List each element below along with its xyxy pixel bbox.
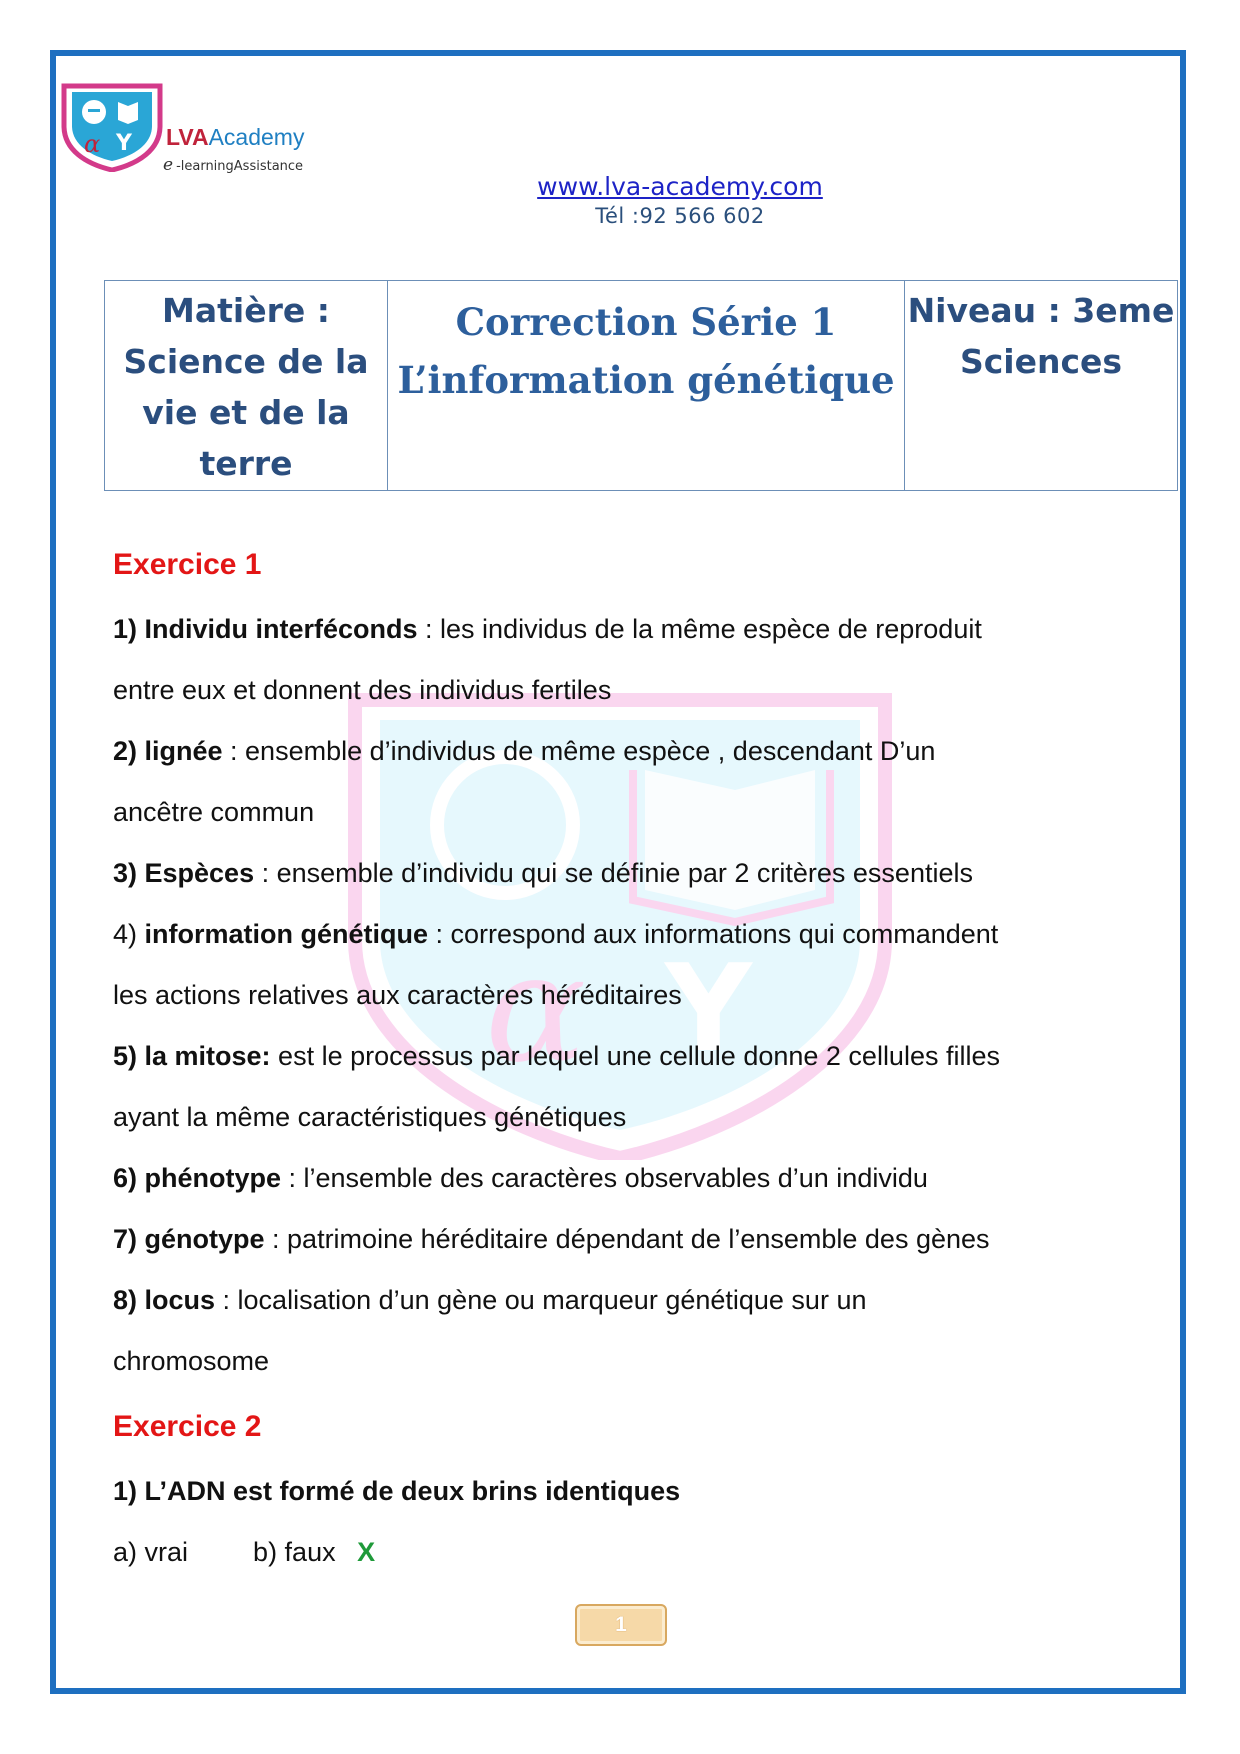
page-number-badge: 1 <box>575 1604 667 1646</box>
definition-line: 4) information génétique : correspond aux informations qui commandent <box>113 919 999 949</box>
subject-cell: Matière : Science de la vie et de la terre <box>105 281 388 491</box>
definition-line: 3) Espèces : ensemble d’individu qui se définie par 2 critères essentiels <box>113 858 973 888</box>
lva-academy-logo <box>58 80 166 172</box>
exercise-1-title: Exercice 1 <box>113 548 262 581</box>
answer-mark: X <box>357 1537 376 1567</box>
definition-line: 7) génotype : patrimoine héréditaire dépendant de l’ensemble des gènes <box>113 1224 990 1254</box>
definition-line: ancêtre commun <box>113 797 315 827</box>
brand-name: LVAAcademy <box>166 124 305 150</box>
definition-line: entre eux et donnent des individus fertiles <box>113 675 612 705</box>
definition-line: 6) phénotype : l’ensemble des caractères observables d’un individu <box>113 1163 928 1193</box>
definition-line: 8) locus : localisation d’un gène ou marqueur génétique sur un <box>113 1285 867 1315</box>
brand-tagline: e -learningAssistance <box>163 155 304 175</box>
phone-number: Tél :92 566 602 <box>595 204 765 228</box>
option-b: b) faux <box>253 1537 336 1567</box>
definition-line: 1) Individu interféconds : les individus de la même espèce de reproduit <box>113 614 982 644</box>
exercise-2-title: Exercice 2 <box>113 1410 262 1443</box>
definition-line: ayant la même caractéristiques génétiques <box>113 1102 627 1132</box>
svg-text:α: α <box>84 130 101 158</box>
answer-options <box>113 1537 375 1568</box>
definition-line: 2) lignée : ensemble d’individus de même espèce , descendant D’un <box>113 736 936 766</box>
svg-text:Y: Y <box>116 131 132 156</box>
title-cell <box>388 281 905 491</box>
info-table <box>104 280 1178 491</box>
definition-line: chromosome <box>113 1346 270 1376</box>
question-line: 1) L’ADN est formé de deux brins identiques <box>113 1476 681 1506</box>
document-subtitle: L’information génétique <box>397 358 895 402</box>
definition-line: 5) la mitose: est le processus par lequel une cellule donne 2 cellules filles <box>113 1041 1000 1071</box>
level-cell: Niveau : 3eme Sciences <box>905 281 1178 491</box>
document-title: Correction Série 1 <box>455 300 837 344</box>
website-link[interactable]: www.lva-academy.com <box>537 172 823 201</box>
svg-text:α: α <box>485 922 587 1096</box>
svg-text:Y: Y <box>665 940 752 1079</box>
option-a: a) vrai <box>113 1537 189 1567</box>
definition-line: les actions relatives aux caractères héréditaires <box>113 980 682 1010</box>
